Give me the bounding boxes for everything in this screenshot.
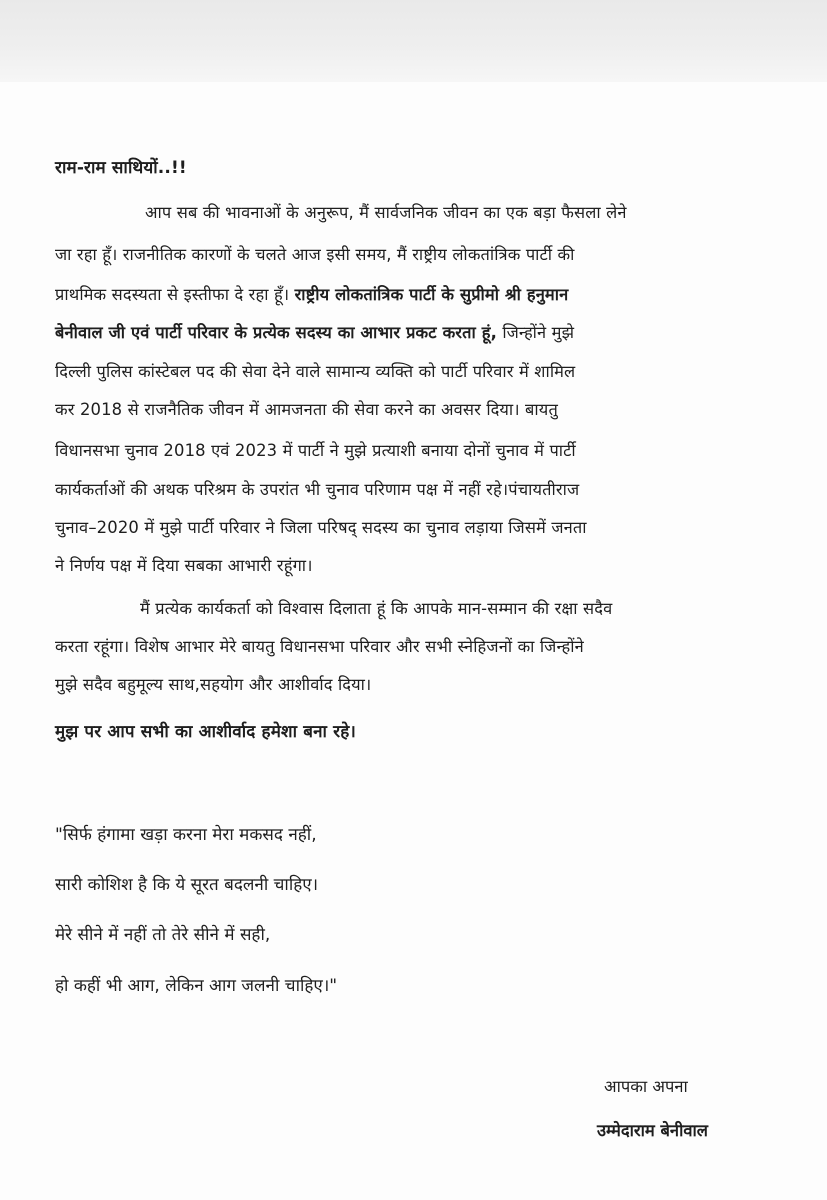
top-margin	[0, 0, 827, 82]
paragraph-1-line-9: चुनाव–2020 में मुझे पार्टी परिवार ने जिला परिषद् सदस्य का चुनाव लड़ाया जिसमें जनता	[55, 518, 587, 537]
paragraph-1-line-4-normal: जिन्होंने मुझे	[496, 323, 575, 342]
paragraph-1-line-4	[55, 322, 775, 344]
poem-line-2: सारी कोशिश है कि ये सूरत बदलनी चाहिए।	[55, 875, 319, 895]
paragraph-1-line-3-bold: राष्ट्रीय लोकतांत्रिक पार्टी के सुप्रीमो श्री हनुमान	[294, 285, 569, 304]
poem-line-1: "सिर्फ हंगामा खड़ा करना मेरा मकसद नहीं,	[55, 825, 317, 845]
paragraph-2-line-1: मैं प्रत्येक कार्यकर्ता को विश्वास दिलाता हूं कि आपके मान-सम्मान की रक्षा सदैव	[140, 599, 613, 618]
paragraph-1-line-8: कार्यकर्ताओं की अथक परिश्रम के उपरांत भी चुनाव परिणाम पक्ष में नहीं रहे।पंचायतीराज	[55, 480, 580, 499]
paragraph-1-line-1: आप सब की भावनाओं के अनुरूप, मैं सार्वजनिक जीवन का एक बड़ा फैसला लेने	[145, 203, 627, 222]
paragraph-1-line-6: कर 2018 से राजनैतिक जीवन में आमजनता की सेवा करने का अवसर दिया। बायतु	[55, 400, 558, 419]
poem-line-4: हो कहीं भी आग, लेकिन आग जलनी चाहिए।"	[55, 976, 338, 996]
paragraph-1-line-4-bold: बेनीवाल जी एवं पार्टी परिवार के प्रत्येक सदस्य का आभार प्रकट करता हूं,	[55, 323, 497, 342]
paragraph-2-line-2: करता रहूंगा। विशेष आभार मेरे बायतु विधानसभा परिवार और सभी स्नेहिजनों का जिन्होंने	[55, 637, 584, 656]
signature-name: उम्मेदाराम बेनीवाल	[597, 1121, 708, 1140]
paragraph-1-line-3	[55, 284, 775, 306]
paragraph-1-line-2: जा रहा हूँ। राजनीतिक कारणों के चलते आज इसी समय, मैं राष्ट्रीय लोकतांत्रिक पार्टी की	[55, 245, 575, 264]
paragraph-1-line-3-normal: प्राथमिक सदस्यता से इस्तीफा दे रहा हूँ।	[55, 285, 295, 304]
paragraph-1-line-5: दिल्ली पुलिस कांस्टेबल पद की सेवा देने वाले सामान्य व्यक्ति को पार्टी परिवार में शामिल	[55, 362, 576, 381]
paragraph-2-line-3: मुझे सदैव बहुमूल्य साथ,सहयोग और आशीर्वाद दिया।	[55, 675, 372, 694]
greeting: राम-राम साथियों..!!	[55, 158, 187, 178]
paragraph-1-line-10: ने निर्णय पक्ष में दिया सबका आभारी रहूंगा।	[55, 556, 313, 575]
paragraph-1-line-7: विधानसभा चुनाव 2018 एवं 2023 में पार्टी ने मुझे प्रत्याशी बनाया दोनों चुनाव में पार्टी	[55, 441, 576, 460]
poem-line-3: मेरे सीने में नहीं तो तेरे सीने में सही,	[55, 925, 271, 945]
sign-off: आपका अपना	[604, 1077, 688, 1096]
closing-line: मुझ पर आप सभी का आशीर्वाद हमेशा बना रहे।	[55, 722, 357, 742]
